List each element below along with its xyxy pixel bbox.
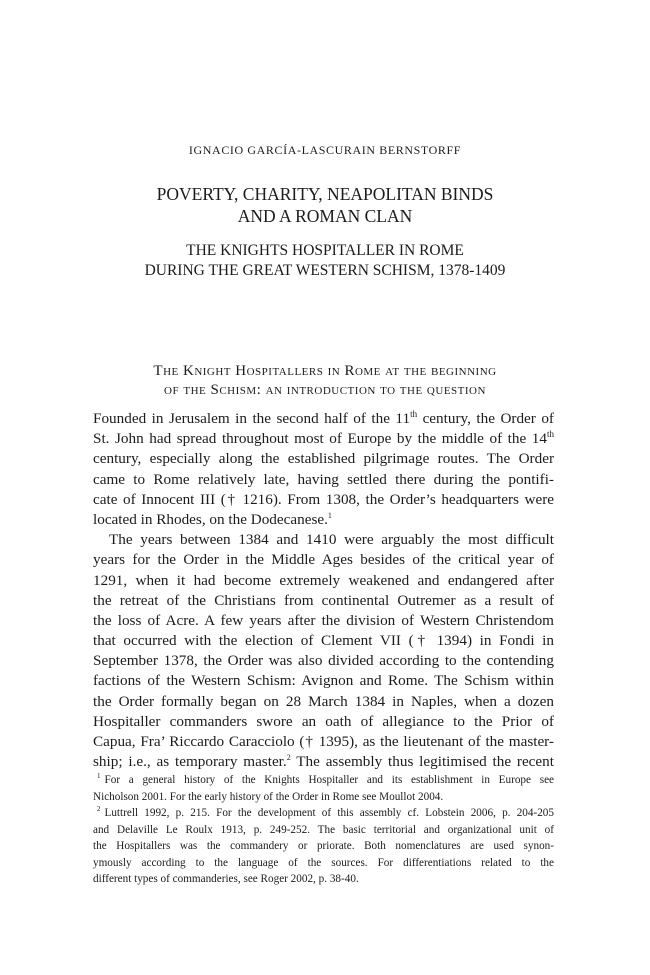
text-line: located in Rhodes, on the Dodecanese.$^1$ xyxy=(93,510,332,528)
body-text xyxy=(93,409,554,772)
footnote-line: $^2$ Luttrell 1992, p. 215. For the development of this assembly cf. Lobstein 2006, p. 204-205 xyxy=(97,805,554,819)
footnote-line: and Delaville Le Roulx 1913, p. 249-252. The basic territorial and organizational unit of xyxy=(93,823,554,836)
text-line: years for the Order in the Middle Ages besides of the critical year of xyxy=(93,551,554,569)
subtitle-line-1: THE KNIGHTS HOSPITALLER IN ROME xyxy=(186,242,464,259)
text-line: the retreat of the Christians from continental Outremer as a result of xyxy=(93,591,554,609)
footnote-1 xyxy=(93,772,554,805)
footnote-number: 1 xyxy=(97,772,101,781)
footnote-line: Nicholson 2001. For the early history of the Order in Rome see Moullot 2004. xyxy=(93,790,444,803)
text-line: the Order formally began on 28 March 1384 in Naples, when a dozen xyxy=(93,692,554,710)
title-line-1: POVERTY, CHARITY, NEAPOLITAN BINDS xyxy=(156,184,494,204)
section-heading-line-2: of the Schism: an introduction to the question xyxy=(164,382,486,398)
footnote-ref-1[interactable]: 1 xyxy=(327,510,332,520)
text-line: ship; i.e., as temporary master.$^2$ The assembly thus legitimised the recent xyxy=(93,753,554,771)
superscript: th xyxy=(410,408,418,419)
footnote-number: 2 xyxy=(97,805,101,814)
title-line-2: AND A ROMAN CLAN xyxy=(237,206,413,226)
footnote-2 xyxy=(93,805,554,888)
footnote-line: different types of commanderies, see Roger 2002, p. 38-40. xyxy=(93,873,359,885)
footnotes xyxy=(93,772,554,888)
superscript: th xyxy=(546,429,554,440)
text-line: The years between 1384 and 1410 were arguably the most difficult xyxy=(109,531,554,549)
footnote-line: $^1$ For a general history of the Knights Hospitaller and its establishment in Europe see xyxy=(97,772,554,786)
paragraph-1 xyxy=(93,409,554,530)
text-line: factions of the Western Schism: Avignon and Rome. The Schism within xyxy=(93,672,554,690)
article-title xyxy=(0,183,650,227)
text-line: Capua, Fra’ Riccardo Caracciolo († 1395), as the lieutenant of the master- xyxy=(93,733,554,750)
section-heading-line-1: The Knight Hospitallers in Rome at the beginning xyxy=(153,363,497,379)
subtitle-line-2: DURING THE GREAT WESTERN SCHISM, 1378-1409 xyxy=(144,262,506,279)
paragraph-2 xyxy=(93,530,554,772)
text-line: September 1378, the Order was also divided according to the contending xyxy=(93,652,554,670)
text-line: Hospitaller commanders swore an oath of allegiance to the Prior of xyxy=(93,712,554,730)
text-line: the loss of Acre. A few years after the division of Western Christendom xyxy=(93,611,554,629)
footnote-line: ymously according to the language of the sources. For differentiations related to the xyxy=(93,856,554,869)
section-heading xyxy=(0,362,650,400)
footnote-ref-2[interactable]: 2 xyxy=(286,753,291,763)
text-line: came to Rome relatively late, having settled there during the pontifi- xyxy=(93,470,554,488)
author-name: IGNACIO GARCÍA-LASCURAIN BERNSTORFF xyxy=(188,143,462,157)
text-line: cate of Innocent III († 1216). From 1308, the Order’s headquarters were xyxy=(93,490,554,508)
text-line: that occurred with the election of Clement VII († 1394) in Fondi in xyxy=(93,632,554,650)
footnote-line: the Hospitallers was the commandery or priorate. Both nomenclatures are used synon- xyxy=(93,840,554,852)
text-line: 1291, when it had become extremely weakened and endangered after xyxy=(93,571,554,589)
text-line: century, especially along the established pilgrimage routes. The Order xyxy=(93,450,554,468)
text-line: Founded in Jerusalem in the second half of the 11th century, the Order of xyxy=(93,408,554,427)
article-subtitle xyxy=(0,241,650,281)
text-line: St. John had spread throughout most of Europe by the middle of the 14th xyxy=(93,429,554,448)
